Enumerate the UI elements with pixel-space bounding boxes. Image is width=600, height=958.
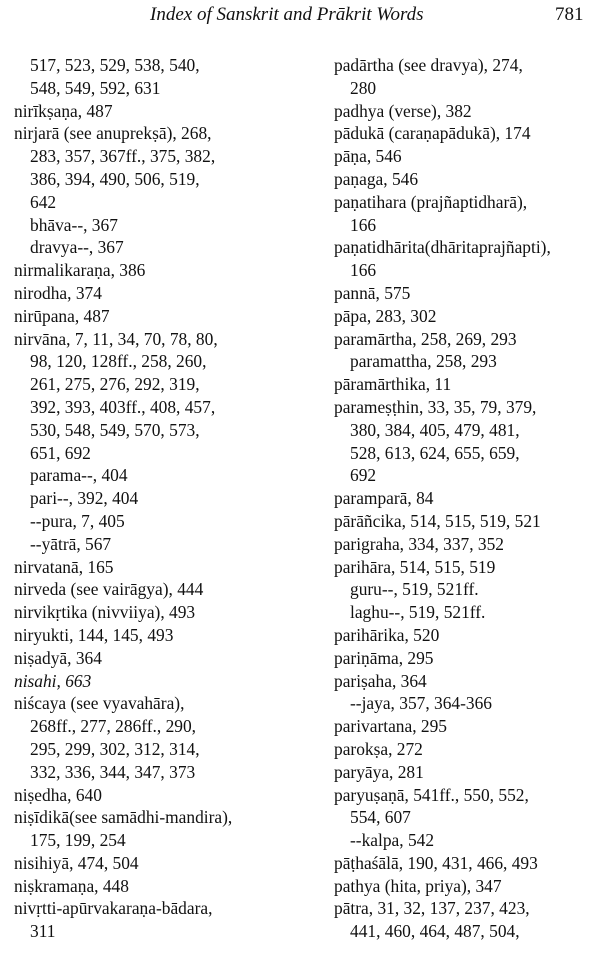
index-entry-line: nirvikṛtika (nivviiya), 493 [14, 602, 196, 623]
index-entry-line: 332, 336, 344, 347, 373 [30, 761, 196, 782]
index-entry-line: parameṣṭhin, 33, 35, 79, 379, [334, 396, 537, 417]
index-entry-line: pannā, 575 [334, 282, 411, 303]
index-entry-line: nirodha, 374 [14, 282, 102, 303]
index-entry-line: parivartana, 295 [334, 716, 447, 737]
index-entry-line: niṣkramaṇa, 448 [14, 875, 129, 896]
index-entry-line: paryuṣaṇā, 541ff., 550, 552, [334, 784, 529, 805]
index-entry-line: 651, 692 [30, 442, 91, 463]
index-entry-line: pādukā (caraṇapādukā), 174 [334, 123, 531, 144]
index-entry-line: paramārtha, 258, 269, 293 [334, 328, 517, 349]
index-entry-line: 554, 607 [350, 807, 411, 828]
index-entry-line: niṣadyā, 364 [14, 647, 102, 668]
index-entry-line: --kalpa, 542 [350, 830, 435, 851]
index-column-right [334, 54, 596, 943]
index-entry-line: nirjarā (see anuprekṣā), 268, [14, 123, 212, 144]
index-entry-line: --pura, 7, 405 [30, 510, 125, 531]
index-entry-line: pātra, 31, 32, 137, 237, 423, [334, 898, 530, 919]
index-entry-line: 530, 548, 549, 570, 573, [30, 419, 200, 440]
index-entry-line: nirvatanā, 165 [14, 556, 114, 577]
index-entry-line: nirmalikaraṇa, 386 [14, 260, 146, 281]
index-entry-line: parokṣa, 272 [334, 738, 423, 759]
index-entry-line: parihāra, 514, 515, 519 [334, 556, 496, 577]
index-entry-line: 517, 523, 529, 538, 540, [30, 55, 200, 75]
index-entry-line: nirūpana, 487 [14, 305, 110, 326]
index-entry-line: paryāya, 281 [334, 761, 424, 782]
index-entry-line: pāpa, 283, 302 [334, 305, 437, 326]
page-number: 781 [555, 4, 584, 25]
running-head-title: Index of Sanskrit and Prākrit Words [150, 4, 424, 25]
index-entry-line: 548, 549, 592, 631 [30, 77, 161, 98]
index-entry-line: parihārika, 520 [334, 624, 440, 645]
index-entry-line: 166 [350, 214, 377, 235]
index-entry-line: nirveda (see vairāgya), 444 [14, 579, 204, 600]
index-entry-line: paṇaga, 546 [334, 168, 419, 189]
running-head [0, 2, 600, 30]
index-entry-line: pariṇāma, 295 [334, 647, 434, 668]
index-entry-line: 441, 460, 464, 487, 504, [350, 921, 520, 942]
index-entry-line: 295, 299, 302, 312, 314, [30, 738, 200, 759]
index-entry-line: pari--, 392, 404 [30, 488, 139, 509]
index-entry-line: padhya (verse), 382 [334, 100, 472, 121]
index-entry-line: niṣīdikā(see samādhi-mandira), [14, 807, 233, 828]
index-entry-line: nirvāna, 7, 11, 34, 70, 78, 80, [14, 328, 218, 349]
index-entry-line: niryukti, 144, 145, 493 [14, 624, 174, 645]
index-entry-line: 98, 120, 128ff., 258, 260, [30, 351, 207, 372]
index-entry-line: paramparā, 84 [334, 488, 434, 509]
index-entry-line: parama--, 404 [30, 465, 128, 486]
index-entry-line: nisihiyā, 474, 504 [14, 852, 139, 873]
index-entry-line: parigraha, 334, 337, 352 [334, 533, 505, 554]
index-entry-line: 692 [350, 465, 377, 486]
index-entry-line: 261, 275, 276, 292, 319, [30, 374, 200, 395]
index-entry-line: paṇatihara (prajñaptidharā), [334, 191, 528, 212]
index-entry-line: nivṛtti-apūrvakaraṇa-bādara, [14, 898, 213, 919]
index-entry-line: 175, 199, 254 [30, 830, 126, 851]
index-entry-line: dravya--, 367 [30, 237, 124, 258]
index-entry-line: padārtha (see dravya), 274, [334, 55, 523, 75]
index-entry-line: 280 [350, 77, 377, 98]
index-entry-line: niṣedha, 640 [14, 784, 102, 805]
index-entry-line: laghu--, 519, 521ff. [350, 602, 486, 623]
index-entry-line: guru--, 519, 521ff. [350, 579, 479, 600]
index-entry-line: --yātrā, 567 [30, 533, 112, 554]
index-entry-line: pāṇa, 546 [334, 146, 402, 167]
index-entry-line: paṇatidhārita(dhāritaprajñapti), [334, 237, 551, 258]
index-entry-line: nisahi, 663 [14, 670, 92, 691]
index-entry-line: 386, 394, 490, 506, 519, [30, 168, 200, 189]
index-entry-line: 380, 384, 405, 479, 481, [350, 419, 520, 440]
index-entry-line: paramattha, 258, 293 [350, 351, 497, 372]
index-entry-line: --jaya, 357, 364-366 [350, 693, 492, 714]
index-entry-line: pāṭhaśālā, 190, 431, 466, 493 [334, 852, 538, 873]
index-entry-line: 311 [30, 921, 56, 942]
index-entry-line: pathya (hita, priya), 347 [334, 875, 502, 896]
index-entry-line: pāramārthika, 11 [334, 374, 452, 395]
index-column-left [14, 54, 306, 943]
index-entry-line: 283, 357, 367ff., 375, 382, [30, 146, 216, 167]
index-entry-line: bhāva--, 367 [30, 214, 118, 235]
index-entry-line: 642 [30, 191, 57, 212]
index-entry-line: pariṣaha, 364 [334, 670, 427, 691]
index-entry-line: pārāñcika, 514, 515, 519, 521 [334, 510, 541, 531]
index-entry-line: 166 [350, 260, 377, 281]
index-entry-line: niścaya (see vyavahāra), [14, 693, 185, 714]
index-entry-line: 268ff., 277, 286ff., 290, [30, 716, 197, 737]
index-entry-line: 392, 393, 403ff., 408, 457, [30, 396, 216, 417]
index-entry-line: 528, 613, 624, 655, 659, [350, 442, 520, 463]
index-entry-line: nirīkṣaṇa, 487 [14, 100, 113, 121]
